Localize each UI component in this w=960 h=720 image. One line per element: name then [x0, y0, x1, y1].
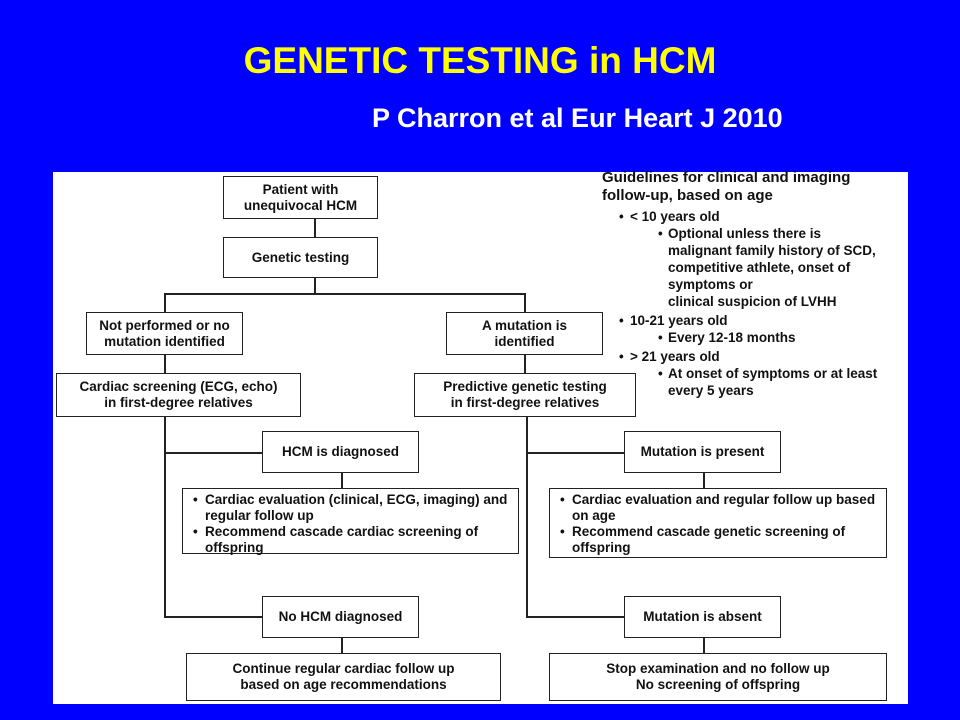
connector — [164, 616, 262, 618]
citation: P Charron et al Eur Heart J 2010 — [372, 103, 783, 133]
list-item: • Cardiac evaluation and regular follow up based on age — [556, 492, 880, 524]
guidelines-title: Guidelines for clinical and imaging follow-up, based on age — [602, 169, 851, 204]
cardiac-screening-box: Cardiac screening (ECG, echo) in first-degree relatives — [56, 373, 301, 417]
flowchart-panel — [53, 169, 908, 704]
connector — [164, 293, 525, 295]
hcm-diagnosed-actions-box — [182, 488, 519, 554]
not-performed-box: Not performed or no mutation identified — [86, 312, 243, 355]
guidelines-block — [602, 169, 912, 399]
predictive-testing-box: Predictive genetic testing in first-degree relatives — [414, 373, 636, 417]
mutation-absent-action-box: Stop examination and no follow up No screening of offspring — [549, 653, 887, 701]
no-hcm-box: No HCM diagnosed — [262, 596, 419, 638]
connector — [164, 354, 166, 373]
mutation-present-box: Mutation is present — [624, 431, 781, 473]
connector — [341, 472, 343, 488]
connector — [164, 452, 262, 454]
age-group-10-21: • 10-21 years old — [602, 312, 912, 329]
patient-box: Patient with unequivocal HCM — [223, 176, 378, 219]
connector — [314, 218, 316, 238]
age-group-over-21: • > 21 years old — [602, 348, 912, 365]
connector — [703, 637, 705, 653]
connector — [341, 637, 343, 653]
age-group-detail: • Optional unless there is malignant family history of SCD, competitive athlete, onset of symptoms or clinical suspicion of LVHH — [602, 225, 912, 310]
no-hcm-action-box: Continue regular cardiac follow up based on age recommendations — [186, 653, 501, 701]
connector — [703, 472, 705, 488]
hcm-diagnosed-box: HCM is diagnosed — [262, 431, 419, 473]
mutation-absent-box: Mutation is absent — [624, 596, 781, 638]
connector — [524, 293, 526, 312]
connector — [314, 277, 316, 294]
connector — [526, 417, 528, 617]
mutation-present-actions-box — [549, 488, 887, 558]
connector — [526, 616, 624, 618]
connector — [524, 354, 526, 373]
genetic-testing-box: Genetic testing — [223, 237, 378, 278]
connector — [526, 452, 624, 454]
connector — [164, 417, 166, 617]
list-item: • Recommend cascade genetic screening of offspring — [556, 524, 880, 556]
age-group-detail: • At onset of symptoms or at least every 5 years — [602, 365, 912, 399]
age-group-under-10: • < 10 years old — [602, 208, 912, 225]
connector — [164, 293, 166, 312]
list-item: • Recommend cascade cardiac screening of offspring — [189, 524, 512, 556]
slide-title: GENETIC TESTING in HCM — [243, 40, 717, 81]
mutation-identified-box: A mutation is identified — [446, 312, 603, 355]
age-group-detail: • Every 12-18 months — [602, 329, 912, 346]
list-item: • Cardiac evaluation (clinical, ECG, imaging) and regular follow up — [189, 492, 512, 524]
